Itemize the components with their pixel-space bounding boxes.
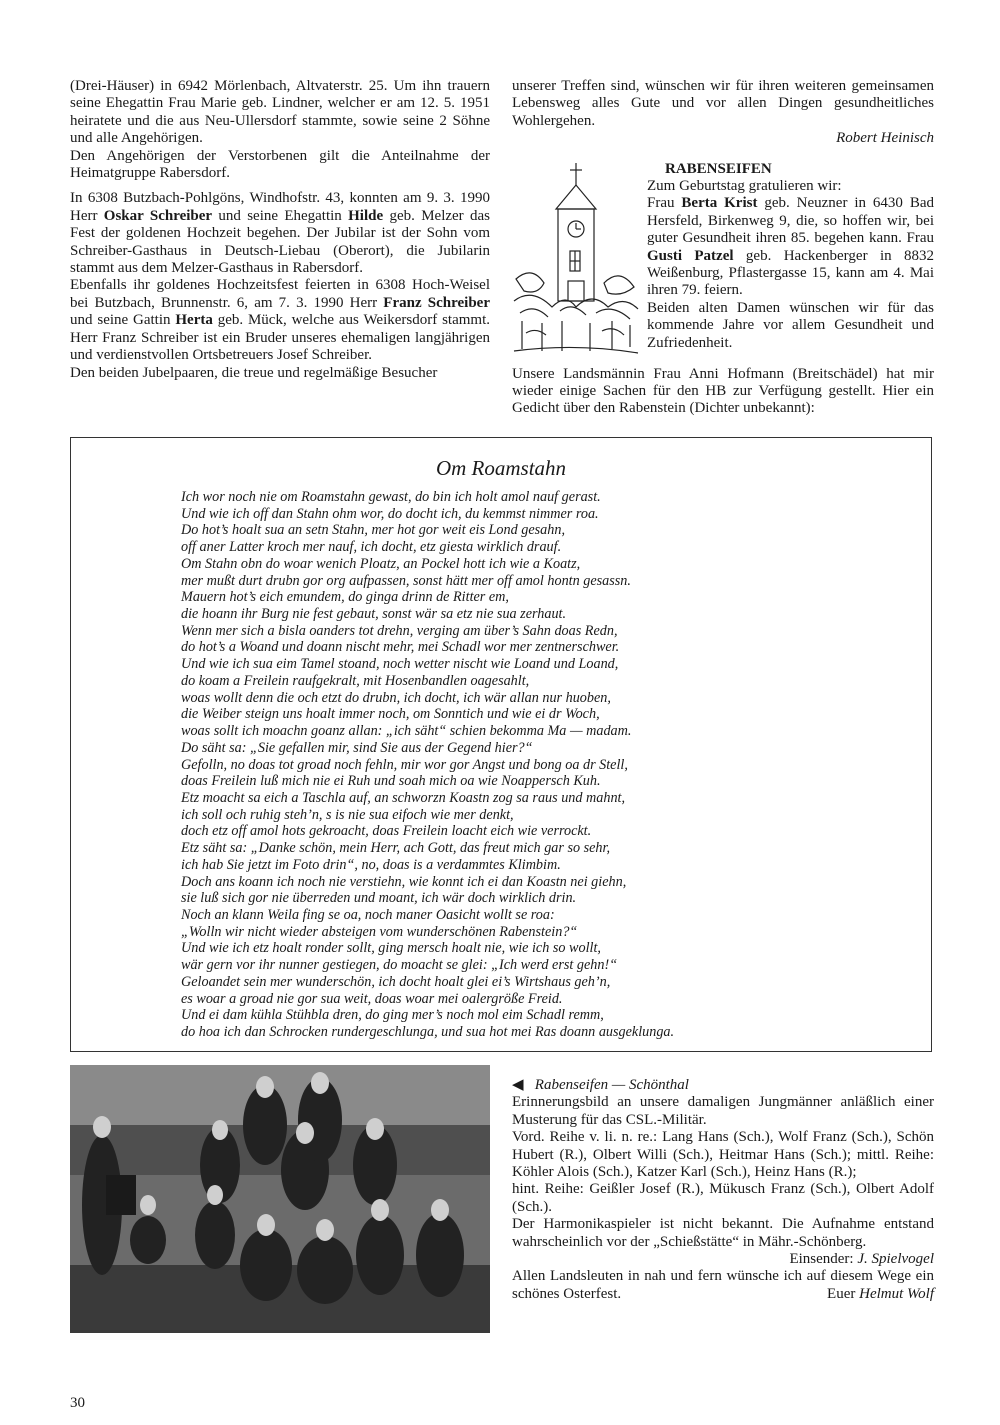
poem-line: doas Freilein luß mich nie ei Ruh und soah mich oa wie Noappersch Kuh. xyxy=(181,773,601,790)
paragraph: Allen Landsleuten in nah und fern wünsche ich auf diesem Wege ein schönes Osterfest. xyxy=(512,1268,934,1302)
caption-title: Rabenseifen — Schönthal xyxy=(534,1077,689,1093)
paragraph: Zum Geburtstag gratulieren wir: xyxy=(647,178,842,195)
poem-line: ich soll och ruhig steh’n, s is nie sua eifoch wie mer denkt, xyxy=(181,806,514,823)
poem-line: Mauern hot’s eich emundem, do ginga drinn de Ritter em, xyxy=(181,589,509,606)
poem-line: sie luß sich gor nie überreden und moant, ich wär doch wirklich drin. xyxy=(181,890,577,907)
signature: Robert Heinisch xyxy=(836,130,934,147)
paragraph: hint. Reihe: Geißler Josef (R.), Mükusch Franz (Sch.), Olbert Adolf (Sch.). xyxy=(512,1181,934,1215)
poem-line: Und wie ich off dan Stahn ohm wor, do docht ich, du kemmst nimmer roa. xyxy=(181,505,599,522)
poem-line: ich hab Sie jetzt im Foto drin“, no, doas is a verdammtes Klimbim. xyxy=(181,856,561,873)
paragraph: Frau Berta Krist geb. Neuzner in 6430 Bad Hersfeld, Birkenweg 9, die, so hoffen wir, bei guter Gesundheit ihren 85. begehen kann. Frau Gusti Patzel geb. Hackenberger in 8832 Weißenburg, Pflastergasse 15, kann am 4. Mai ihren 79. feiern. xyxy=(647,195,935,299)
poem-line: Wenn mer sich a bisla oanders tot drehn, verging am über’s Sahn doas Redn, xyxy=(181,622,618,639)
poem-line: die hoann ihr Burg nie fest gebaut, sonst wär sa etz nie sua zerhaut. xyxy=(181,606,567,623)
poem-line: wär gern vor ihr nunner gestiegen, do moacht se glei: „Ich werd erst gehn!“ xyxy=(181,957,618,974)
paragraph: Ebenfalls ihr goldenes Hochzeitsfest feierten in 6308 Hoch-Weisel bei Butzbach, Brunnenstr. 6, am 7. 3. 1990 Herr Franz Schreiber und seine Gattin Herta geb. Mück, welche aus Weikersdorf stammt. Herr Franz Schreiber ist ein Bruder unseres ehemaligen langjährigen und verdienstvollen Ortsbetreuers Josef Schreiber. xyxy=(70,277,490,364)
rabenseifen-section xyxy=(512,161,934,366)
poem-line: off aner Latter kroch mer nauf, ich docht, etz giesta wirklich drauf. xyxy=(181,539,562,556)
poem-line: es woar a groad nie gor sua weit, doas woar mei oalergröße Freid. xyxy=(181,990,563,1007)
poem-line: Geloandet sein mer wunderschön, ich docht hoalt glei ei’s Wirtshaus geh’n, xyxy=(181,973,611,990)
poem-line: doch etz off amol hots gekroacht, doas Freilein loacht eich wie verrockt. xyxy=(181,823,592,840)
photo-caption xyxy=(512,1077,934,1303)
poem-line: do koam a Freilein raufgekralt, mit Hosenbandlen oagesahlt, xyxy=(181,672,530,689)
poem-line: Ich wor noch nie om Roamstahn gewast, do bin ich holt amol nauf gerast. xyxy=(181,489,601,505)
poem-line: „Wolln wir nicht wieder absteigen vom wunderschönen Rabenstein?“ xyxy=(181,923,578,940)
name-berta-krist: Berta Krist xyxy=(681,195,758,212)
paragraph: Den beiden Jubelpaaren, die treue und regelmäßige Besucher xyxy=(70,364,438,381)
caption-title-line xyxy=(512,1077,934,1094)
poem-title: Om Roamstahn xyxy=(435,456,567,480)
paragraph: Beiden alten Damen wünschen wir für das kommende Jahre vor allem Gesundheit und Zufriedenheit. xyxy=(647,299,934,351)
closing-signature: Euer Helmut Wolf xyxy=(827,1285,934,1302)
poem-line: Gefolln, no doas tot groad noch fehln, mir wor gor Angst und bong oa dr Stell, xyxy=(181,756,628,773)
poem-line: Noch an klann Weila fing se oa, noch maner Oasicht wollt se roa: xyxy=(181,906,555,923)
church-drawing xyxy=(512,161,640,361)
page-number: 30 xyxy=(70,1395,85,1411)
group-photo xyxy=(70,1065,490,1333)
arrow-left-icon: ◀ xyxy=(512,1077,524,1093)
poem-box xyxy=(70,437,932,1052)
paragraph: (Drei-Häuser) in 6942 Mörlenbach, Altvaterstr. 25. Um ihn trauern seine Ehegattin Frau Marie geb. Lindner, welcher er am 12. 5. 1951 heiratete und die aus Neu-Ullersdorf stammte, sowie seine 2 Söhne und alle Angehörigen. xyxy=(70,78,490,147)
paragraph: Vord. Reihe v. li. n. re.: Lang Hans (Sch.), Wolf Franz (Sch.), Schön Hubert (R.), Olbert Willi (Sch.), Heitmar Hans (Sch.); mittl. Reihe: Köhler Alois (Sch.), Katzer Karl (Sch.), Heinz Hans (R.); xyxy=(512,1129,934,1181)
submitter: Einsender: J. Spielvogel xyxy=(789,1251,934,1268)
poem-line: Doch ans koann ich noch nie verstiehn, wie konnt ich ei dan Koastn nei giehn, xyxy=(181,873,627,890)
poem-line: Do hot’s hoalt sua an setn Stahn, mer hot gor weit eis Lond gesahn, xyxy=(181,522,565,539)
poem-line: do hot’s a Woand und doann nischt mehr, mei Schadl wor mer zentnerschwer. xyxy=(181,639,620,656)
paragraph: unserer Treffen sind, wünschen wir für ihren weiteren gemeinsamen Lebensweg alles Gute und vor allen Dingen gesundheitliches Wohlergehen. xyxy=(512,78,934,129)
right-column xyxy=(512,78,934,418)
left-column xyxy=(70,78,490,382)
poem-line: woas sollt ich moachn goanz allan: „ich säht“ schien bekomma Ma — madam. xyxy=(181,723,632,740)
name-hilde: Hilde xyxy=(348,207,384,224)
poem-line: Und wie ich sua eim Tamel stoand, noch wetter nischt wie Loand und Loand, xyxy=(181,656,619,673)
poem-lines xyxy=(181,489,901,1041)
name-gusti-patzel: Gusti Patzel xyxy=(647,247,734,264)
name-franz-schreiber: Franz Schreiber xyxy=(383,294,490,311)
paragraph: Den Angehörigen der Verstorbenen gilt die Anteilnahme der Heimatgruppe Rabersdorf. xyxy=(70,147,490,182)
poem-line: woas wollt denn die och etzt do drubn, ich docht, ich wär allan nur huoben, xyxy=(181,689,611,706)
poem-line: Do säht sa: „Sie gefallen mir, sind Sie aus der Gegend hier?“ xyxy=(181,739,533,756)
poem-line: Etz moacht sa eich a Taschla auf, an schworzn Koastn zog sa raus und mahnt, xyxy=(181,789,626,806)
poem-line: Om Stahn obn do woar wenich Ploatz, an Pockel hott ich wie a Koatz, xyxy=(181,555,581,572)
poem-line: Und wie ich etz hoalt ronder sollt, ging mersch hoalt nie, wie ich so wollt, xyxy=(181,940,601,957)
poem-line: Und ei dam kühla Stühbla dren, do ging mer’s noch mol eim Schadl remm, xyxy=(181,1007,604,1024)
section-heading: RABENSEIFEN xyxy=(665,160,772,177)
paragraph: Unsere Landsmännin Frau Anni Hofmann (Breitschädel) hat mir wieder einige Sachen für den HB zur Verfügung gestellt. Hier ein Gedicht über den Rabenstein (Dichter unbekannt): xyxy=(512,365,934,417)
paragraph: In 6308 Butzbach-Pohlgöns, Windhofstr. 43, konnten am 9. 3. 1990 Herr Oskar Schreiber und seine Ehegattin Hilde geb. Melzer das Fest der goldenen Hochzeit begehen. Der Jubilar ist der Sohn vom Schreiber-Gasthaus in Deutsch-Liebau (Oberort), die Jubilarin stammt aus dem Melzer-Gasthaus in Rabersdorf. xyxy=(70,190,490,277)
poem-line: Etz säht sa: „Danke schön, mein Herr, ach Gott, das freut mich gar so sehr, xyxy=(181,840,611,857)
poem-line: do hoa ich dan Schrocken rundergeschlunga, und sua hot mei Ras doann ausgeklunga. xyxy=(181,1024,675,1040)
paragraph: Erinnerungsbild an unsere damaligen Jungmänner anläßlich einer Musterung für das CSL.-Militär. xyxy=(512,1094,934,1128)
name-herta: Herta xyxy=(175,312,213,329)
paragraph: Der Harmonikaspieler ist nicht bekannt. Die Aufnahme entstand wahrscheinlich vor der „Schießstätte“ in Mähr.-Schönberg. xyxy=(512,1216,934,1250)
poem-line: mer mußt durt drubn gor org aufpassen, sonst hätt mer off amol hontn gesassn. xyxy=(181,572,631,589)
poem-line: die Weiber steign uns hoalt immer noch, om Sonntich und wie ei dr Woch, xyxy=(181,706,600,723)
name-oskar-schreiber: Oskar Schreiber xyxy=(103,207,213,224)
